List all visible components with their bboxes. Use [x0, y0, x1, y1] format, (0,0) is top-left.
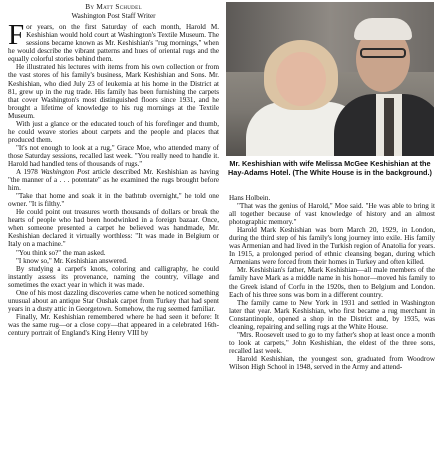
paragraph: "I know so," Mr. Keshishian answered.	[16, 256, 128, 265]
paragraph: Mr. Keshishian's father, Mark Keshishian—all male members of the family have Mark as a middle name in his honor—moved his family to the Greek island of Corfu in the 1920s, then to Belgium and London. Each of his three sons was born in a different country.	[229, 266, 435, 299]
paragraph: A 1978 Washington Post article described Mr. Keshishian as having "the manner of a . . . potentate" as he examined the rugs brought before him.	[8, 168, 219, 193]
photo-caption: Mr. Keshishian with wife Melissa McGee Keshishian at the Hay-Adams Hotel. (The White House is in the background.)	[228, 159, 432, 177]
paragraph: With just a glance or the educated touch of his forefinger and thumb, he could weave stories about carpets and the people and places that produced them.	[8, 119, 219, 144]
drop-cap: F	[8, 19, 25, 52]
lead-paragraph	[8, 19, 219, 64]
paragraph: "Mrs. Roosevelt used to go to my father's shop at least once a month to look at carpets," John Keshishian, the eldest of the three sons, recalled last week.	[229, 330, 435, 355]
paragraph: "Take that home and soak it in the bathtub overnight," he told one owner. "It is filthy."	[8, 192, 219, 209]
paragraph: "It's not enough to look at a rug," Grace Moe, who attended many of those Saturday sessions, recalled last week. "You really need to handle it. Harold had handled tens of thousands of rugs."	[8, 143, 219, 168]
byline-role: Washington Post Staff Writer	[71, 11, 156, 20]
photo-couple	[226, 2, 434, 156]
paragraph: "That was the genius of Harold," Moe said. "He was able to bring it all together because of vast knowledge of history and an almost photographic memory."	[229, 202, 435, 227]
left-column	[8, 3, 219, 337]
paragraph: Finally, Mr. Keshishian remembered where he had seen it before: It was the same rug—or a close copy—that appeared in a celebrated 16th-century portrait of England's King Henry VIII by	[8, 312, 219, 337]
right-paragraphs	[229, 202, 435, 371]
paragraph: He could point out treasures worth thousands of dollars or break the hearts of people who had been hoodwinked in a foreign bazaar. Once, when someone presented a carpet he believed was handmade, Mr. Keshishian declared it virtually worthless: "It was made in Belgium or Italy on a machine."	[8, 208, 219, 249]
paragraph: Harold Keshishian, the youngest son, graduated from Woodrow Wilson High School in 1948, served in the Army and attend-	[229, 354, 435, 371]
paragraph: One of his most dazzling discoveries came when he noticed something unusual about an antique Star Oushak carpet from Turkey that had spent years in a dusty attic in Georgetown. Somehow, the rug seemed familiar.	[8, 288, 219, 313]
paragraph: By studying a carpet's knots, coloring and calligraphy, he could instantly assess its provenance, naming the country, village and sometimes the exact year in which it was made.	[8, 264, 219, 289]
paragraph: "You think so?" the man asked.	[16, 248, 106, 257]
paragraph: He illustrated his lectures with items from his own collection or from the vast stores of his family's business, Mark Keshishian and Sons. Mr. Keshishian, who died July 23 of leukemia at his home in the District at 81, grew up in the rug trade. His family has been furnishing the carpets that cover Washington's most distinguished floors since 1931, and he brought a lifetime of knowledge to his rug mornings at the Textile Museum.	[8, 63, 219, 120]
right-first-line: Hans Holbein.	[229, 194, 271, 202]
paragraph: Harold Mark Keshishian was born March 20, 1929, in London, during the third step of his family's long journey into exile. His family was Armenian and had lived in the Turkish region of Anatolia for years. In 1915, a prolonged period of ethnic cleansing began, during which Armenians were forced from their homes in Turkey and often killed.	[229, 226, 435, 267]
byline-author: By Matt Schudel	[85, 2, 142, 11]
left-paragraphs	[8, 63, 219, 337]
lead-text: or years, on the first Saturday of each month, Harold M. Keshishian would hold court at Washington's Textile Museum. The sessions became known as Mr. Keshishian's "rug mornings," when he would describe the vibrant patterns and hues of oriental rugs and the equally colorful stories behind them.	[8, 23, 219, 64]
paragraph: The family came to New York in 1931 and settled in Washington later that year. Mark Keshishian, who first became a rug merchant in Constantinople, opened a shop in the District and, by 1935, was cleaning, repairing and selling rugs at the White House.	[229, 298, 435, 331]
right-column	[229, 194, 435, 371]
byline	[8, 3, 219, 20]
